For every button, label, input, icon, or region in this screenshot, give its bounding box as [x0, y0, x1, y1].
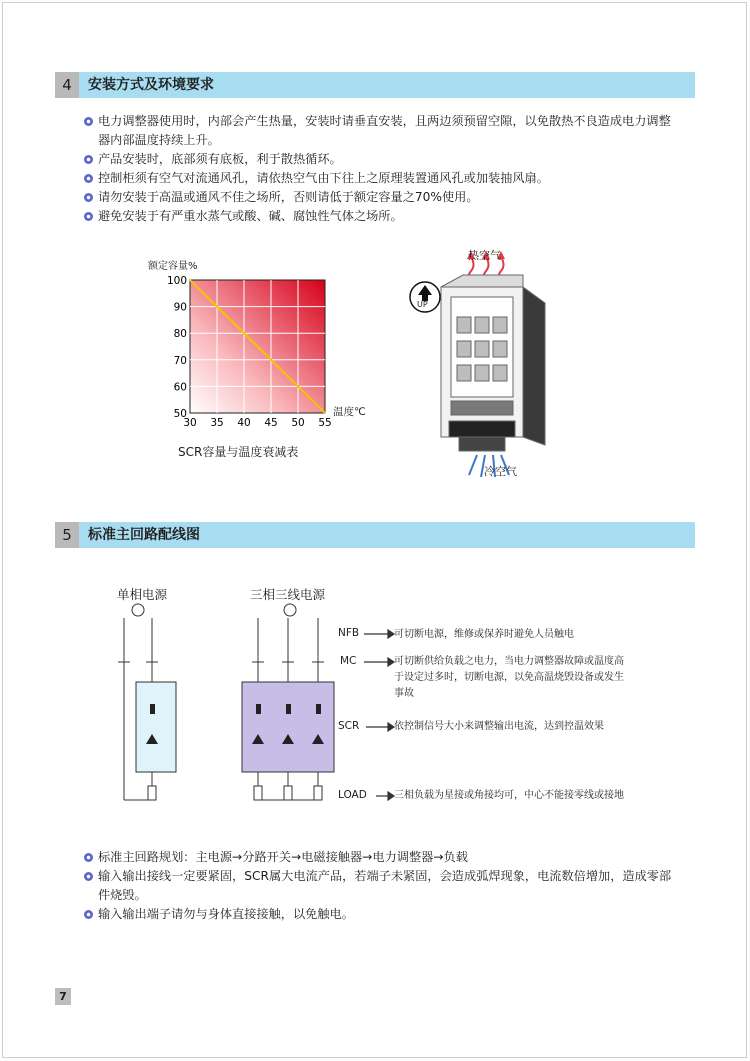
- bullet-item: 标准主回路规划：主电源→分路开关→电磁接触器→电力调整器→负载: [84, 848, 674, 867]
- section-5-bullets: [84, 848, 674, 924]
- bullet-icon: [84, 155, 93, 164]
- scr-module-three: [242, 682, 334, 772]
- section-number: 4: [55, 72, 79, 98]
- chart-y-tick-label: 90: [173, 301, 187, 314]
- legend-code-mc: MC: [340, 655, 357, 667]
- section-4-header: [55, 72, 695, 98]
- bullet-icon: [84, 910, 93, 919]
- chart-y-tick-label: 70: [173, 354, 187, 367]
- legend-desc-mc: 可切断供给负载之电力，当电力调整器故障或温度高于设定过多时，切断电源，以免高温烧毁设备或发生事故: [394, 656, 624, 699]
- installation-illustration: [405, 245, 575, 485]
- section-4-bullets: [84, 112, 674, 226]
- bullet-item: 控制柜须有空气对流通风孔，请依热空气由下往上之原理装置通风孔或加装抽风扇。: [84, 169, 674, 188]
- bullet-item: 请勿安装于高温或通风不佳之场所，否则请低于额定容量之70%使用。: [84, 188, 674, 207]
- chart-y-tick-label: 50: [173, 408, 187, 420]
- bullet-icon: [84, 117, 93, 126]
- section-5-header: [55, 522, 695, 548]
- chart-x-tick-label: 30: [183, 417, 197, 429]
- page-number: 7: [55, 988, 71, 1005]
- bullet-icon: [84, 193, 93, 202]
- chart-y-tick-label: 80: [173, 328, 187, 341]
- legend-code-nfb: NFB: [338, 627, 360, 639]
- source-icon: [132, 604, 144, 616]
- source-icon: [284, 604, 296, 616]
- legend-desc-nfb: 可切断电源，维修或保养时避免人员触电: [394, 629, 574, 640]
- section-title: 标准主回路配线图: [88, 527, 200, 543]
- chart-y-axis-label: 额定容量%: [148, 261, 198, 272]
- chart-x-ticks: [183, 417, 331, 429]
- bullet-item: 电力调整器使用时，内部会产生热量，安装时请垂直安装，且两边须预留空隙，以免散热不良造成电力调整器内部温度持续上升。: [84, 112, 674, 150]
- bullet-item: 输入输出接线一定要紧固，SCR属大电流产品，若端子未紧固，会造成弧焊现象，电流数倍增加，造成零部件烧毁。: [84, 867, 674, 905]
- chart-y-tick-label: 60: [173, 381, 187, 394]
- chart-x-tick-label: 40: [237, 417, 251, 429]
- bullet-icon: [84, 853, 93, 862]
- chart-x-axis-label: 温度℃: [333, 406, 366, 418]
- chart-x-tick-label: 35: [210, 417, 224, 429]
- three-phase-title: 三相三线电源: [250, 587, 326, 602]
- legend-arrows: [360, 620, 396, 810]
- section-title: 安装方式及环境要求: [88, 77, 214, 93]
- up-label: UP: [417, 300, 428, 309]
- bullet-item: 产品安装时，底部须有底板，利于散热循环。: [84, 150, 674, 169]
- scr-module-single: [136, 682, 176, 772]
- legend-code-scr: SCR: [338, 720, 360, 732]
- scr-device-icon: [441, 275, 545, 451]
- bullet-item: 避免安装于有严重水蒸气或酸、碱、腐蚀性气体之场所。: [84, 207, 674, 226]
- legend-desc-scr: 依控制信号大小来调整输出电流，达到控温效果: [394, 721, 604, 732]
- chart-x-tick-label: 50: [291, 417, 305, 429]
- cold-air-label: 冷空气: [484, 465, 517, 478]
- legend-desc-load: 三相负载为星接或角接均可，中心不能接零线或接地: [394, 790, 624, 801]
- chart-x-tick-label: 55: [318, 417, 332, 429]
- chart-y-ticks: [167, 275, 187, 420]
- hot-air-label: 热空气: [468, 249, 501, 262]
- legend-code-load: LOAD: [338, 789, 367, 801]
- single-phase-title: 单相电源: [117, 587, 168, 602]
- derating-chart: [160, 268, 360, 438]
- bullet-item: 输入输出端子请勿与身体直接接触，以免触电。: [84, 905, 674, 924]
- chart-title: SCR容量与温度衰减表: [178, 445, 299, 459]
- bullet-icon: [84, 174, 93, 183]
- wiring-diagram: [100, 600, 350, 815]
- bullet-icon: [84, 212, 93, 221]
- bullet-icon: [84, 872, 93, 881]
- section-number: 5: [55, 522, 79, 548]
- chart-x-tick-label: 45: [264, 417, 278, 429]
- chart-y-tick-label: 100: [166, 275, 187, 287]
